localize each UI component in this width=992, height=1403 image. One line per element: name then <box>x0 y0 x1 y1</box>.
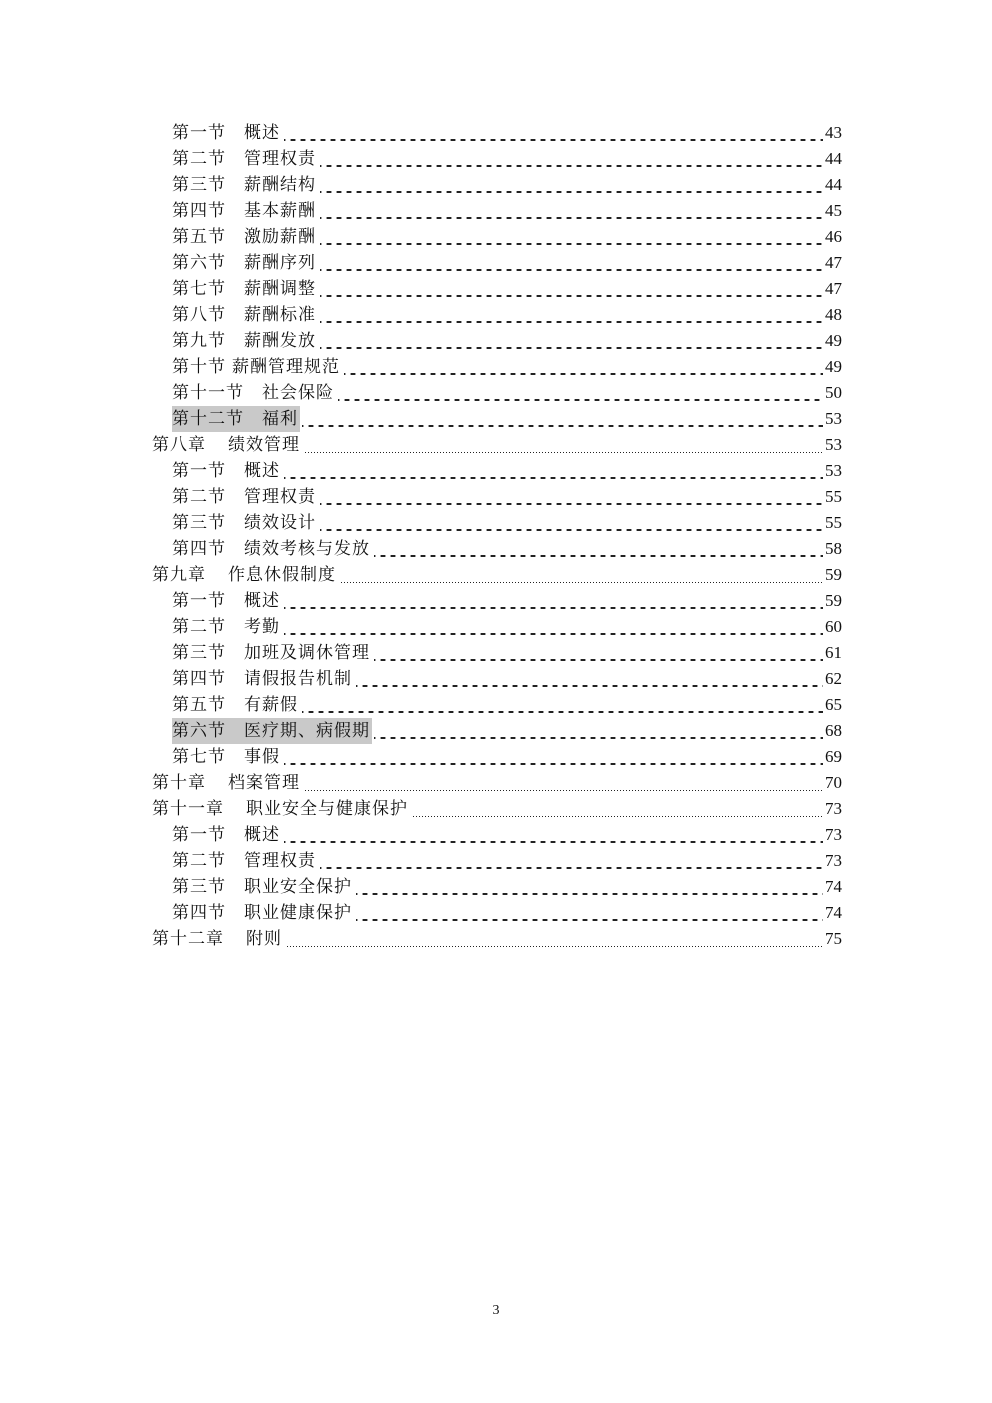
toc-chapter-entry[interactable] <box>152 926 842 952</box>
toc-entry-title: 薪酬序列 <box>244 253 316 273</box>
dot-leader <box>284 822 823 848</box>
toc-entry-number: 第九章 <box>152 565 206 585</box>
dot-leader <box>284 120 823 146</box>
toc-entry-title: 加班及调休管理 <box>244 643 370 663</box>
toc-section-entry[interactable] <box>152 900 842 926</box>
toc-entry-label <box>152 562 338 588</box>
dot-leader <box>320 302 823 328</box>
toc-entry-number: 第十二节 <box>172 409 244 429</box>
dot-leader <box>374 718 823 744</box>
toc-section-entry[interactable] <box>152 874 842 900</box>
toc-section-entry[interactable] <box>152 276 842 302</box>
toc-entry-label <box>172 354 342 380</box>
toc-entry-label <box>172 848 318 874</box>
toc-page-number: 60 <box>825 617 842 636</box>
dot-leader <box>320 276 823 302</box>
toc-section-entry[interactable] <box>152 224 842 250</box>
table-of-contents <box>152 120 842 952</box>
toc-page-number: 48 <box>825 305 842 324</box>
toc-entry-number: 第七节 <box>172 279 226 299</box>
toc-entry-label <box>172 172 318 198</box>
toc-section-entry[interactable] <box>152 302 842 328</box>
dot-leader <box>374 640 823 666</box>
toc-entry-title: 档案管理 <box>228 773 300 793</box>
toc-page-number: 44 <box>825 175 842 194</box>
toc-entry-label <box>152 926 284 952</box>
toc-entry-label <box>172 484 318 510</box>
toc-section-entry[interactable] <box>152 328 842 354</box>
toc-entry-title: 有薪假 <box>244 695 298 715</box>
toc-section-entry[interactable] <box>152 198 842 224</box>
toc-entry-label <box>172 380 336 406</box>
toc-entry-label <box>172 900 354 926</box>
toc-entry-label <box>172 250 318 276</box>
dot-leader <box>302 406 823 432</box>
toc-entry-title: 绩效管理 <box>228 435 300 455</box>
toc-entry-title: 激励薪酬 <box>244 227 316 247</box>
toc-entry-number: 第十章 <box>152 773 206 793</box>
toc-entry-title: 事假 <box>244 747 280 767</box>
toc-page-number: 44 <box>825 149 842 168</box>
toc-entry-number: 第十二章 <box>152 929 224 949</box>
toc-entry-number: 第一节 <box>172 461 226 481</box>
toc-entry-title: 社会保险 <box>262 383 334 403</box>
toc-entry-title: 薪酬发放 <box>244 331 316 351</box>
dot-leader <box>320 510 823 536</box>
toc-entry-label <box>172 588 282 614</box>
dot-leader <box>338 380 823 406</box>
dot-leader <box>320 848 823 874</box>
toc-page-number: 73 <box>825 825 842 844</box>
toc-page-number: 46 <box>825 227 842 246</box>
dot-leader <box>356 666 823 692</box>
toc-entry-label <box>172 120 282 146</box>
toc-page-number: 73 <box>825 799 842 818</box>
toc-section-entry[interactable] <box>152 614 842 640</box>
toc-section-entry[interactable] <box>152 458 842 484</box>
toc-entry-title: 绩效设计 <box>244 513 316 533</box>
toc-page-number: 68 <box>825 721 842 740</box>
toc-entry-title: 请假报告机制 <box>244 669 352 689</box>
dot-leader <box>340 562 823 588</box>
toc-entry-number: 第二节 <box>172 851 226 871</box>
toc-page-number: 49 <box>825 357 842 376</box>
toc-section-entry[interactable] <box>152 536 842 562</box>
toc-page-number: 53 <box>825 435 842 454</box>
toc-entry-title: 职业安全保护 <box>244 877 352 897</box>
toc-page-number: 69 <box>825 747 842 766</box>
toc-entry-number: 第四节 <box>172 669 226 689</box>
toc-entry-number: 第二节 <box>172 487 226 507</box>
toc-entry-number: 第十一节 <box>172 383 244 403</box>
toc-entry-title: 薪酬标准 <box>244 305 316 325</box>
toc-entry-number: 第五节 <box>172 227 226 247</box>
toc-page-number: 45 <box>825 201 842 220</box>
toc-section-entry[interactable] <box>152 120 842 146</box>
toc-entry-title: 福利 <box>262 409 298 429</box>
toc-entry-title: 绩效考核与发放 <box>244 539 370 559</box>
toc-page-number: 62 <box>825 669 842 688</box>
toc-section-entry[interactable] <box>152 588 842 614</box>
toc-entry-title: 附则 <box>246 929 282 949</box>
toc-section-entry[interactable] <box>152 250 842 276</box>
toc-chapter-entry[interactable] <box>152 432 842 458</box>
toc-entry-number: 第一节 <box>172 591 226 611</box>
dot-leader <box>284 588 823 614</box>
toc-page-number: 73 <box>825 851 842 870</box>
toc-page-number: 43 <box>825 123 842 142</box>
toc-entry-label <box>172 614 282 640</box>
toc-entry-label <box>172 666 354 692</box>
dot-leader <box>284 458 823 484</box>
toc-entry-title: 考勤 <box>244 617 280 637</box>
toc-entry-label <box>172 276 318 302</box>
toc-section-entry[interactable] <box>152 822 842 848</box>
toc-entry-title: 概述 <box>244 123 280 143</box>
toc-entry-title: 概述 <box>244 591 280 611</box>
toc-entry-label <box>172 198 318 224</box>
toc-entry-number: 第四节 <box>172 903 226 923</box>
toc-entry-title: 职业安全与健康保护 <box>246 799 408 819</box>
toc-entry-title: 医疗期、病假期 <box>244 721 370 741</box>
toc-entry-number: 第二节 <box>172 617 226 637</box>
toc-entry-label <box>172 146 318 172</box>
toc-entry-number: 第三节 <box>172 877 226 897</box>
toc-entry-number: 第六节 <box>172 253 226 273</box>
toc-entry-title: 概述 <box>244 825 280 845</box>
toc-entry-number: 第三节 <box>172 175 226 195</box>
toc-section-entry[interactable] <box>152 848 842 874</box>
dot-leader <box>412 796 823 822</box>
toc-entry-number: 第三节 <box>172 643 226 663</box>
dot-leader <box>284 744 823 770</box>
toc-entry-number: 第十节 <box>172 357 226 377</box>
toc-entry-title: 职业健康保护 <box>244 903 352 923</box>
toc-entry-title: 薪酬调整 <box>244 279 316 299</box>
toc-entry-number: 第四节 <box>172 539 226 559</box>
toc-entry-number: 第一节 <box>172 825 226 845</box>
toc-entry-number: 第五节 <box>172 695 226 715</box>
toc-entry-title: 薪酬结构 <box>244 175 316 195</box>
dot-leader <box>320 328 823 354</box>
dot-leader <box>344 354 823 380</box>
toc-page-number: 47 <box>825 279 842 298</box>
dot-leader <box>284 614 823 640</box>
toc-chapter-entry[interactable] <box>152 770 842 796</box>
toc-section-entry[interactable] <box>152 640 842 666</box>
toc-chapter-entry[interactable] <box>152 562 842 588</box>
toc-page-number: 61 <box>825 643 842 662</box>
page-number: 3 <box>492 1303 500 1318</box>
toc-entry-number: 第十一章 <box>152 799 224 819</box>
toc-entry-label <box>172 406 300 432</box>
toc-entry-label <box>172 692 300 718</box>
toc-entry-number: 第八章 <box>152 435 206 455</box>
toc-entry-number: 第二节 <box>172 149 226 169</box>
toc-section-entry[interactable] <box>152 692 842 718</box>
toc-entry-number: 第九节 <box>172 331 226 351</box>
dot-leader <box>356 900 823 926</box>
toc-page-number: 47 <box>825 253 842 272</box>
toc-entry-title: 概述 <box>244 461 280 481</box>
toc-page-number: 59 <box>825 565 842 584</box>
toc-entry-label <box>172 510 318 536</box>
toc-entry-title: 薪酬管理规范 <box>232 357 340 377</box>
toc-entry-label <box>172 822 282 848</box>
toc-entry-label <box>172 224 318 250</box>
toc-page-number: 70 <box>825 773 842 792</box>
toc-page-number: 55 <box>825 487 842 506</box>
toc-entry-label <box>172 640 372 666</box>
dot-leader <box>304 432 823 458</box>
toc-entry-title: 基本薪酬 <box>244 201 316 221</box>
toc-section-entry[interactable] <box>152 744 842 770</box>
toc-entry-label <box>152 796 410 822</box>
toc-entry-label <box>172 458 282 484</box>
dot-leader <box>302 692 823 718</box>
toc-page-number: 49 <box>825 331 842 350</box>
toc-page-number: 59 <box>825 591 842 610</box>
toc-entry-title: 管理权责 <box>244 851 316 871</box>
toc-page-number: 65 <box>825 695 842 714</box>
dot-leader <box>374 536 823 562</box>
toc-entry-number: 第七节 <box>172 747 226 767</box>
toc-entry-title: 管理权责 <box>244 487 316 507</box>
toc-entry-label <box>172 874 354 900</box>
toc-page-number: 50 <box>825 383 842 402</box>
toc-entry-title: 作息休假制度 <box>228 565 336 585</box>
toc-entry-number: 第六节 <box>172 721 226 741</box>
toc-section-entry[interactable] <box>152 510 842 536</box>
toc-entry-label <box>152 770 302 796</box>
dot-leader <box>320 224 823 250</box>
toc-section-entry[interactable] <box>152 484 842 510</box>
toc-section-entry[interactable] <box>152 172 842 198</box>
toc-page-number: 53 <box>825 461 842 480</box>
toc-entry-label <box>172 302 318 328</box>
dot-leader <box>320 146 823 172</box>
toc-section-entry[interactable] <box>152 718 842 744</box>
dot-leader <box>320 198 823 224</box>
dot-leader <box>286 926 823 952</box>
toc-chapter-entry[interactable] <box>152 796 842 822</box>
toc-page-number: 58 <box>825 539 842 558</box>
toc-section-entry[interactable] <box>152 666 842 692</box>
toc-entry-number: 第四节 <box>172 201 226 221</box>
toc-section-entry[interactable] <box>152 380 842 406</box>
toc-entry-label <box>172 328 318 354</box>
toc-page-number: 55 <box>825 513 842 532</box>
dot-leader <box>320 250 823 276</box>
dot-leader <box>320 484 823 510</box>
dot-leader <box>304 770 823 796</box>
toc-entry-label <box>172 744 282 770</box>
toc-section-entry[interactable] <box>152 354 842 380</box>
dot-leader <box>356 874 823 900</box>
toc-page-number: 74 <box>825 877 842 896</box>
toc-entry-label <box>172 536 372 562</box>
toc-page-number: 74 <box>825 903 842 922</box>
toc-entry-number: 第八节 <box>172 305 226 325</box>
toc-entry-label <box>172 718 372 744</box>
toc-section-entry[interactable] <box>152 146 842 172</box>
toc-entry-number: 第一节 <box>172 123 226 143</box>
toc-entry-label <box>152 432 302 458</box>
toc-entry-number: 第三节 <box>172 513 226 533</box>
toc-page-number: 75 <box>825 929 842 948</box>
toc-section-entry[interactable] <box>152 406 842 432</box>
toc-entry-title: 管理权责 <box>244 149 316 169</box>
dot-leader <box>320 172 823 198</box>
toc-page-number: 53 <box>825 409 842 428</box>
